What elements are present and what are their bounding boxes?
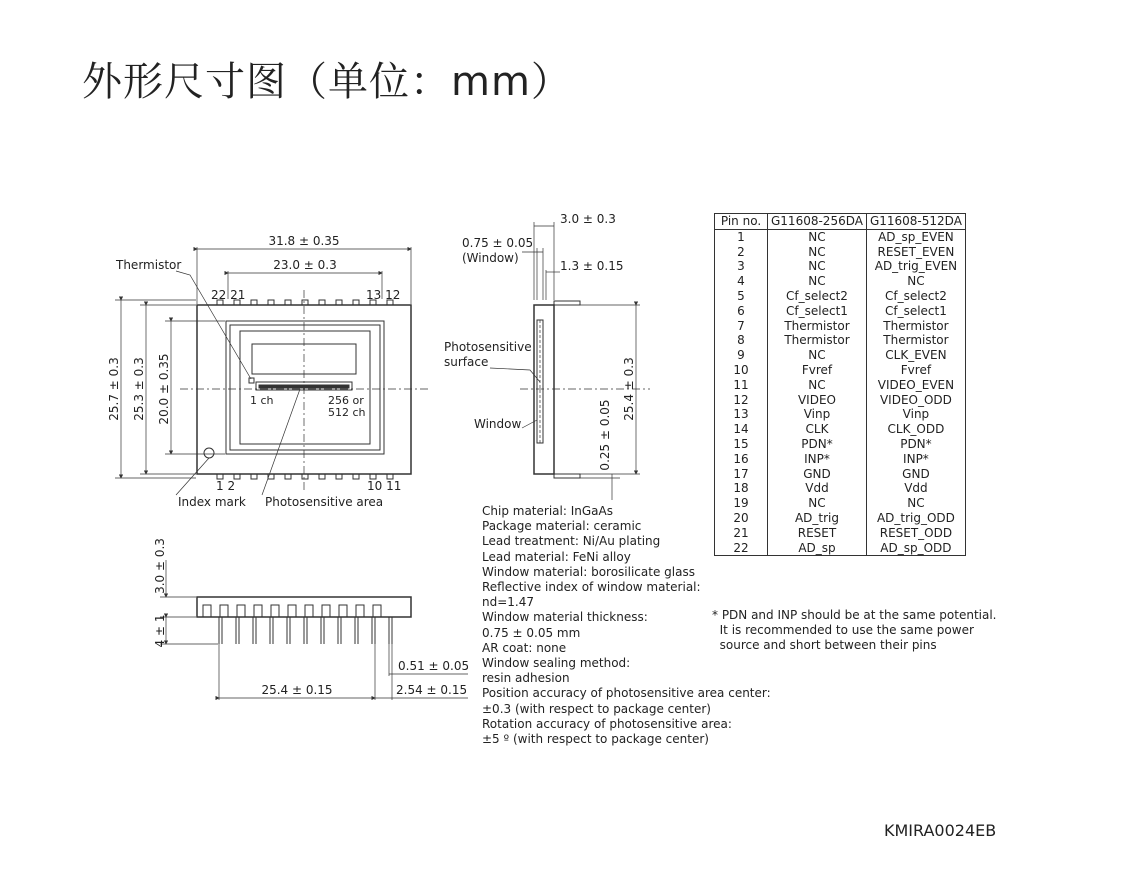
- page-title: 外形尺寸图（单位：mm）: [82, 59, 572, 105]
- dim-height-inner: 20.0 ± 0.35: [157, 353, 171, 425]
- table-cell: 20: [715, 511, 768, 526]
- spec-line: 0.75 ± 0.05 mm: [482, 625, 581, 640]
- pin-table-header: G11608-256DA: [768, 214, 867, 230]
- table-row: [715, 407, 966, 422]
- table-cell: PDN*: [768, 437, 867, 452]
- bottom-leads: [203, 605, 392, 644]
- table-row: [715, 245, 966, 260]
- pins-top-left: 22 21: [211, 288, 246, 302]
- footnote-line: * PDN and INP should be at the same potential.: [712, 608, 997, 622]
- footnote-line: source and short between their pins: [712, 638, 937, 653]
- table-row: [715, 393, 966, 408]
- table-row: [715, 259, 966, 274]
- spec-line: Lead treatment: Ni/Au plating: [482, 534, 661, 549]
- table-cell: Vdd: [866, 481, 965, 496]
- table-row: [715, 452, 966, 467]
- dim-lead-length: 4 ± 1: [153, 614, 167, 648]
- table-row: [715, 348, 966, 363]
- table-row: [715, 481, 966, 496]
- table-row: [715, 319, 966, 334]
- table-cell: Thermistor: [866, 333, 965, 348]
- table-cell: Thermistor: [768, 333, 867, 348]
- table-cell: 14: [715, 422, 768, 437]
- footnote-line: It is recommended to use the same power: [712, 623, 974, 638]
- pin-table-header: G11608-512DA: [866, 214, 965, 230]
- table-cell: NC: [768, 348, 867, 363]
- pin-table-header: Pin no.: [715, 214, 768, 230]
- table-cell: GND: [768, 467, 867, 482]
- table-cell: VIDEO_ODD: [866, 393, 965, 408]
- pins-bottom-right: 10 11: [367, 479, 402, 493]
- table-cell: Thermistor: [768, 319, 867, 334]
- spec-line: Lead material: FeNi alloy: [482, 549, 631, 564]
- pins-top-right: 13 12: [366, 288, 401, 302]
- table-cell: 1: [715, 229, 768, 244]
- table-row: [715, 467, 966, 482]
- table-cell: 9: [715, 348, 768, 363]
- spec-line: Position accuracy of photosensitive area center:: [482, 686, 771, 701]
- dim-height-total: 25.7 ± 0.3: [107, 357, 121, 421]
- spec-line: Window material thickness:: [482, 610, 648, 625]
- footnote: [712, 608, 997, 654]
- table-cell: 5: [715, 289, 768, 304]
- table-cell: 15: [715, 437, 768, 452]
- label-window-paren: (Window): [462, 251, 519, 265]
- table-cell: AD_sp_ODD: [866, 541, 965, 556]
- dim-pitch: 2.54 ± 0.15: [396, 683, 468, 697]
- label-256or: 256 or: [328, 394, 364, 407]
- table-cell: NC: [768, 378, 867, 393]
- label-index-mark: Index mark: [178, 495, 246, 509]
- table-cell: NC: [866, 496, 965, 511]
- spec-line: Window sealing method:: [482, 656, 631, 671]
- table-row: [715, 304, 966, 319]
- table-cell: Vinp: [866, 407, 965, 422]
- table-cell: 8: [715, 333, 768, 348]
- table-cell: CLK: [768, 422, 867, 437]
- table-cell: Cf_select1: [866, 304, 965, 319]
- table-cell: Thermistor: [866, 319, 965, 334]
- table-cell: CLK_EVEN: [866, 348, 965, 363]
- table-row: [715, 274, 966, 289]
- table-cell: Cf_select2: [768, 289, 867, 304]
- table-cell: INP*: [768, 452, 867, 467]
- bottom-view: [160, 560, 468, 700]
- spec-line: ±0.3 (with respect to package center): [482, 701, 711, 716]
- table-row: [715, 422, 966, 437]
- label-thermistor: Thermistor: [116, 258, 182, 272]
- table-cell: 17: [715, 467, 768, 482]
- table-row: [715, 437, 966, 452]
- table-cell: 18: [715, 481, 768, 496]
- table-cell: AD_trig_EVEN: [866, 259, 965, 274]
- label-512ch: 512 ch: [328, 406, 366, 419]
- thermistor-shape: [249, 378, 254, 383]
- spec-line: Rotation accuracy of photosensitive area:: [482, 716, 732, 731]
- table-cell: Vinp: [768, 407, 867, 422]
- label-photosensitive-area: Photosensitive area: [265, 495, 384, 509]
- label-photosensitive-surface-1: Photosensitive: [444, 340, 532, 354]
- table-cell: AD_sp_EVEN: [866, 229, 965, 244]
- table-cell: 6: [715, 304, 768, 319]
- dim-lead-width: 0.51 ± 0.05: [398, 659, 470, 673]
- table-cell: Cf_select1: [768, 304, 867, 319]
- table-cell: NC: [768, 229, 867, 244]
- table-cell: AD_trig_ODD: [866, 511, 965, 526]
- spec-line: Window material: borosilicate glass: [482, 564, 695, 579]
- table-cell: NC: [768, 245, 867, 260]
- dim-bottom-body-height: 3.0 ± 0.3: [153, 538, 167, 594]
- table-cell: Fvref: [866, 363, 965, 378]
- dim-side-thickness: 3.0 ± 0.3: [560, 212, 616, 226]
- table-cell: GND: [866, 467, 965, 482]
- table-cell: 7: [715, 319, 768, 334]
- dim-side-offset: 1.3 ± 0.15: [560, 259, 624, 273]
- dim-lead-span: 25.4 ± 0.3: [622, 357, 636, 421]
- table-cell: 2: [715, 245, 768, 260]
- table-cell: RESET_EVEN: [866, 245, 965, 260]
- table-cell: 4: [715, 274, 768, 289]
- table-cell: Fvref: [768, 363, 867, 378]
- spec-line: ±5 º (with respect to package center): [482, 732, 709, 747]
- table-cell: 16: [715, 452, 768, 467]
- spec-line: Reflective index of window material:: [482, 580, 701, 595]
- bottom-body: [197, 597, 411, 617]
- index-mark-shape: [204, 448, 214, 458]
- spec-line: resin adhesion: [482, 671, 570, 686]
- table-cell: Cf_select2: [866, 289, 965, 304]
- table-cell: 13: [715, 407, 768, 422]
- table-cell: 12: [715, 393, 768, 408]
- table-cell: 22: [715, 541, 768, 556]
- table-cell: CLK_ODD: [866, 422, 965, 437]
- table-cell: Vdd: [768, 481, 867, 496]
- table-cell: AD_sp: [768, 541, 867, 556]
- table-row: [715, 378, 966, 393]
- label-window: Window: [474, 417, 522, 431]
- table-cell: 21: [715, 526, 768, 541]
- table-cell: VIDEO_EVEN: [866, 378, 965, 393]
- spec-line: Chip material: InGaAs: [482, 504, 613, 518]
- pins-bottom-left: 1 2: [216, 479, 236, 493]
- spec-line: nd=1.47: [482, 595, 534, 610]
- table-cell: RESET_ODD: [866, 526, 965, 541]
- table-cell: NC: [768, 274, 867, 289]
- dim-width-total: 31.8 ± 0.35: [268, 234, 340, 248]
- table-cell: AD_trig: [768, 511, 867, 526]
- diagram-code: KMIRA0024EB: [884, 821, 997, 840]
- table-cell: 19: [715, 496, 768, 511]
- table-row: [715, 229, 966, 244]
- label-1ch: 1 ch: [250, 394, 274, 407]
- spec-line: AR coat: none: [482, 640, 567, 655]
- table-cell: NC: [768, 496, 867, 511]
- dim-lead-offset: 0.25 ± 0.05: [598, 399, 612, 471]
- spec-line: Package material: ceramic: [482, 519, 642, 534]
- table-cell: PDN*: [866, 437, 965, 452]
- table-cell: 10: [715, 363, 768, 378]
- table-row: [715, 289, 966, 304]
- dim-side-window: 0.75 ± 0.05: [462, 236, 534, 250]
- table-cell: 11: [715, 378, 768, 393]
- dim-width-inner: 23.0 ± 0.3: [273, 258, 337, 272]
- table-row: [715, 333, 966, 348]
- table-cell: RESET: [768, 526, 867, 541]
- dim-pitch-total: 25.4 ± 0.15: [261, 683, 333, 697]
- table-cell: 3: [715, 259, 768, 274]
- label-photosensitive-surface-2: surface: [444, 355, 489, 369]
- dim-height-body: 25.3 ± 0.3: [132, 357, 146, 421]
- table-cell: NC: [768, 259, 867, 274]
- table-cell: INP*: [866, 452, 965, 467]
- table-row: [715, 363, 966, 378]
- table-cell: VIDEO: [768, 393, 867, 408]
- table-cell: NC: [866, 274, 965, 289]
